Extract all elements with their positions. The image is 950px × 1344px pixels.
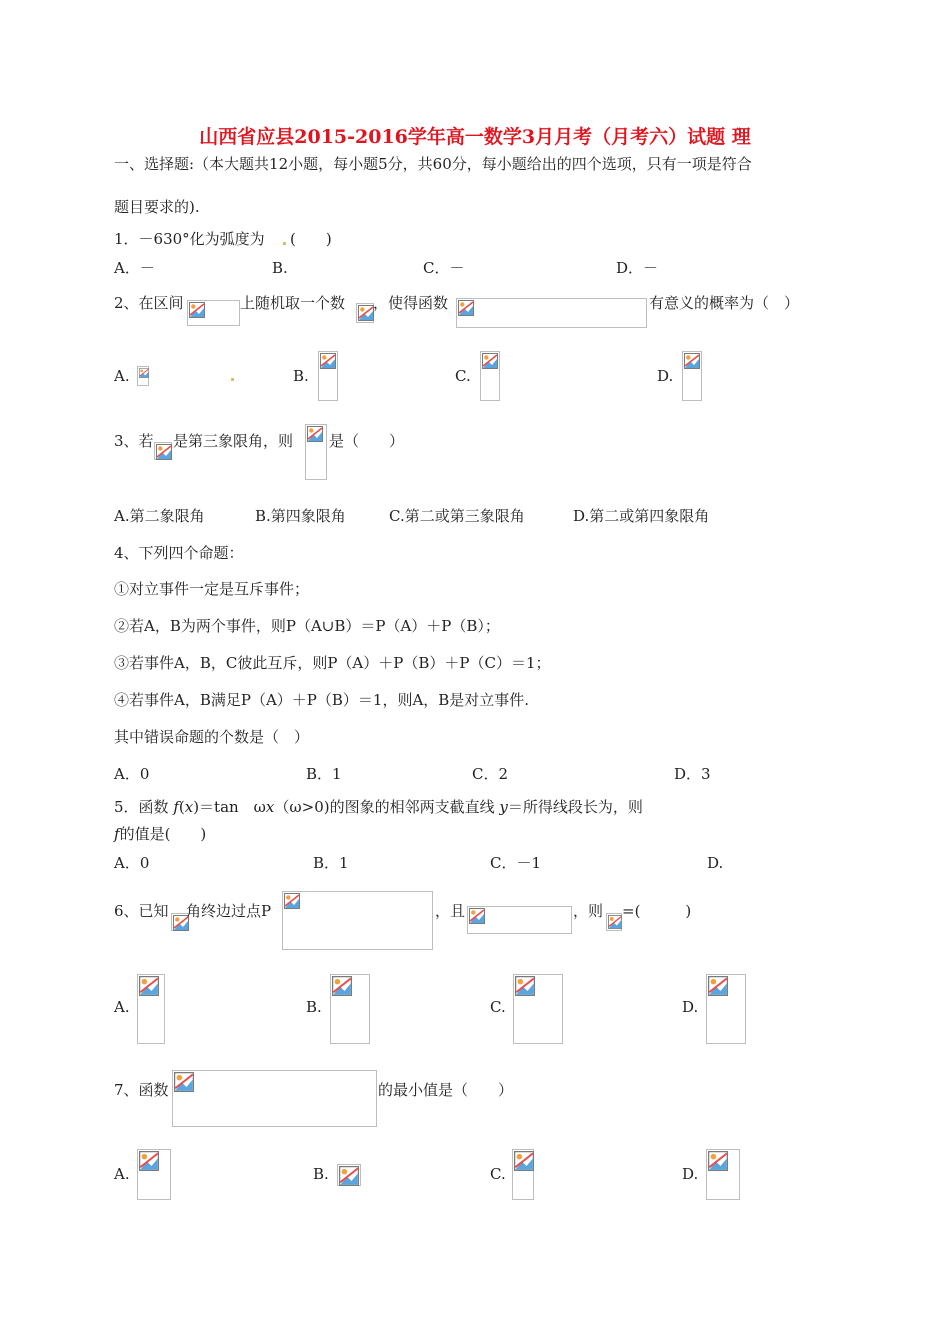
broken-image-icon	[469, 908, 485, 924]
q6-option-d: D.	[682, 998, 699, 1016]
q6-text-5: =( )	[622, 902, 692, 920]
broken-image-icon	[320, 353, 336, 369]
q5-option-c: C．－1	[490, 854, 542, 872]
formula-image	[706, 1149, 740, 1200]
formula-image	[154, 442, 172, 460]
formula-image	[606, 913, 622, 931]
q7-option-a: A.	[114, 1165, 130, 1183]
broken-image-icon	[708, 1151, 728, 1171]
q6-text-2: 角终边过点P	[186, 902, 272, 920]
q3-option-b: B.第四象限角	[255, 507, 346, 525]
q3-text-3: 是（ ）	[329, 432, 405, 450]
q5-option-a: A．0	[114, 854, 150, 872]
q3-option-c: C.第二或第三象限角	[389, 507, 525, 525]
formula-image	[330, 974, 370, 1044]
q2-option-d: D.	[657, 367, 674, 385]
q7-text-1: 7、函数	[114, 1081, 169, 1099]
q6-option-c: C.	[490, 998, 506, 1016]
q1-option-b: B.	[272, 259, 288, 277]
formula-image	[172, 1070, 377, 1127]
formula-image	[318, 351, 338, 401]
broken-image-icon	[515, 976, 535, 996]
broken-image-icon	[514, 1151, 534, 1171]
section-heading-cont: 题目要求的).	[114, 198, 200, 216]
broken-image-icon	[139, 976, 159, 996]
formula-image	[137, 366, 149, 386]
formula-image	[706, 974, 746, 1044]
q5-option-d: D.	[707, 854, 724, 872]
broken-image-icon	[482, 353, 498, 369]
q3-option-a: A.第二象限角	[114, 507, 205, 525]
q4-option-b: B．1	[306, 765, 342, 783]
formula-image	[480, 351, 500, 401]
formula-image	[682, 351, 702, 401]
broken-image-icon	[284, 893, 300, 909]
formula-image	[512, 1149, 534, 1200]
broken-image-icon	[458, 300, 474, 316]
q4-statement-3: ③若事件A，B，C彼此互斥，则P（A）＋P（B）＋P（C）＝1；	[114, 654, 551, 672]
broken-image-icon	[684, 353, 700, 369]
q5-stem-cont: f的值是( )	[114, 825, 207, 843]
formula-image	[305, 424, 327, 480]
q7-option-c: C.	[490, 1165, 506, 1183]
q4-option-c: C．2	[472, 765, 509, 783]
q5-option-b: B．1	[313, 854, 349, 872]
q3-text-1: 3、若	[114, 432, 154, 450]
q4-statement-4: ④若事件A，B满足P（A）＋P（B）＝1，则A，B是对立事件.	[114, 691, 530, 709]
document-title: 山西省应县2015-2016学年高一数学3月月考（月考六）试题 理	[199, 126, 751, 148]
q6-option-a: A.	[114, 998, 130, 1016]
broken-image-icon	[608, 915, 622, 929]
q2-option-c: C.	[455, 367, 471, 385]
broken-image-icon	[156, 444, 172, 460]
q3-text-2: 是第三象限角，则	[173, 432, 294, 450]
q1-stem: 1．－630°化为弧度为	[114, 230, 265, 248]
formula-image	[337, 1164, 361, 1186]
q2-option-a: A.	[114, 367, 130, 385]
broken-image-icon	[139, 368, 149, 378]
q1-paren: ( )	[290, 230, 332, 248]
formula-image	[467, 906, 572, 934]
formula-image	[137, 974, 165, 1044]
q1-option-c: C．－	[423, 259, 465, 277]
q4-statement-1: ①对立事件一定是互斥事件；	[114, 580, 310, 598]
broken-image-icon	[139, 1151, 159, 1171]
q4-stem: 4、下列四个命题：	[114, 544, 244, 562]
q2-text-2: 上随机取一个数	[240, 294, 346, 312]
q6-text-1: 6、已知	[114, 902, 169, 920]
q2-text-1: 2、在区间	[114, 294, 184, 312]
q2-option-b: B.	[293, 367, 309, 385]
q1-option-a: A．－	[114, 259, 155, 277]
q5-stem: 5．函数 f(x)＝tan ωx（ω>0)的图象的相邻两支截直线 y＝所得线段长为，则	[114, 798, 643, 816]
q2-text-4: 有意义的概率为（ ）	[649, 294, 800, 312]
formula-image	[356, 303, 374, 323]
q3-option-d: D.第二或第四象限角	[573, 507, 710, 525]
section-heading: 一、选择题:（本大题共12小题，每小题5分，共60分，每小题给出的四个选项，只有一项是符合	[114, 155, 752, 173]
q2-text-3: ，使得函数	[373, 294, 449, 312]
q4-option-d: D．3	[674, 765, 711, 783]
q6-text-3: ，且	[435, 902, 466, 920]
q4-question: 其中错误命题的个数是（ ）	[114, 728, 310, 746]
broken-image-icon	[358, 305, 374, 321]
broken-image-icon	[332, 976, 352, 996]
formula-image	[187, 300, 240, 326]
tiny-image-dot	[283, 242, 286, 245]
formula-image	[282, 891, 433, 950]
q7-option-d: D.	[682, 1165, 699, 1183]
broken-image-icon	[339, 1166, 359, 1186]
q4-statement-2: ②若A，B为两个事件，则P（A∪B）＝P（A）＋P（B）；	[114, 617, 500, 635]
broken-image-icon	[174, 1072, 194, 1092]
broken-image-icon	[189, 302, 205, 318]
tiny-image-dot	[231, 378, 234, 381]
q7-text-2: 的最小值是（ ）	[378, 1081, 514, 1099]
q6-option-b: B.	[306, 998, 322, 1016]
formula-image	[137, 1149, 171, 1200]
broken-image-icon	[307, 426, 323, 442]
broken-image-icon	[708, 976, 728, 996]
formula-image	[456, 298, 647, 328]
q6-text-4: ，则	[573, 902, 604, 920]
q4-option-a: A．0	[114, 765, 150, 783]
formula-image	[513, 974, 563, 1044]
q1-option-d: D．－	[616, 259, 659, 277]
q7-option-b: B.	[313, 1165, 329, 1183]
